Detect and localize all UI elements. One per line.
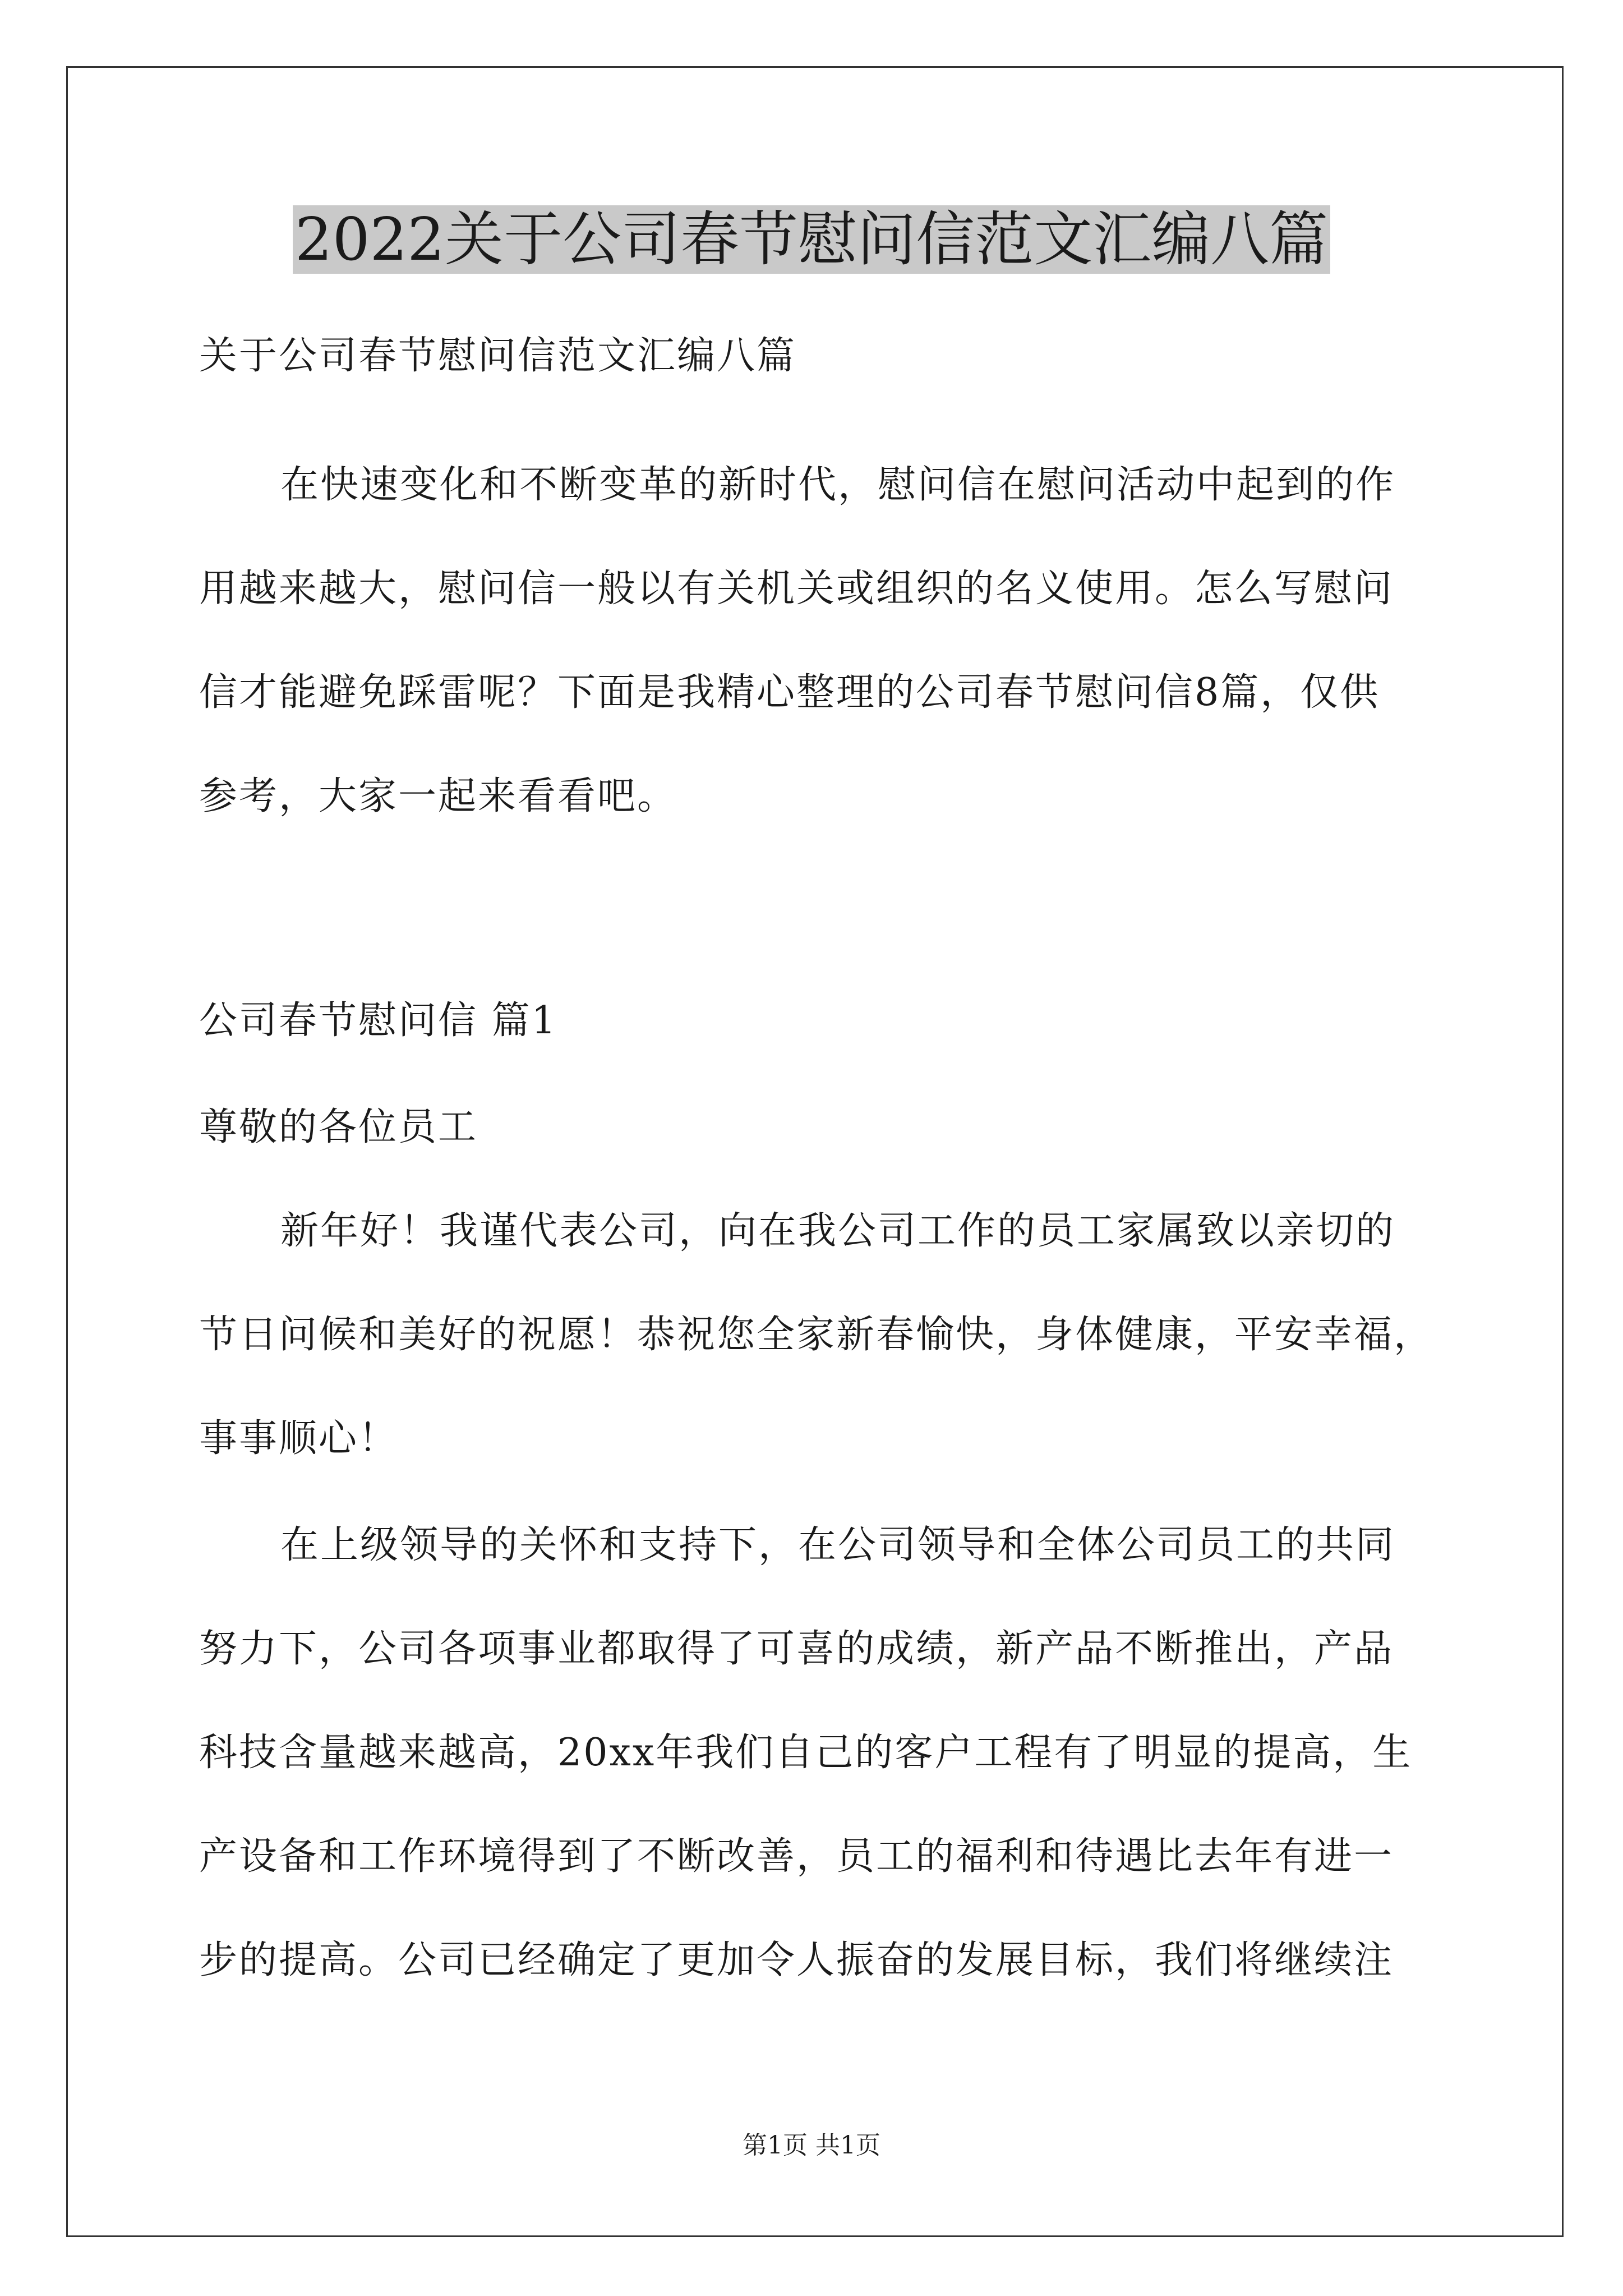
intro-paragraph-line: 信才能避免踩雷呢？下面是我精心整理的公司春节慰问信8篇，仅供 [199, 670, 1380, 715]
intro-paragraph-line: 在快速变化和不断变革的新时代，慰问信在慰问活动中起到的作 [280, 463, 1396, 507]
body-paragraph-line: 步的提高。公司已经确定了更加令人振奋的发展目标，我们将继续注 [199, 1938, 1394, 1982]
salutation: 尊敬的各位员工 [199, 1105, 478, 1149]
body-paragraph-line: 产设备和工作环境得到了不断改善，员工的福利和待遇比去年有进一 [199, 1834, 1394, 1879]
intro-paragraph-line: 参考，大家一起来看看吧。 [199, 774, 677, 818]
page-number-footer: 第1页 共1页 [743, 2131, 880, 2160]
body-paragraph-line: 在上级领导的关怀和支持下，在公司领导和全体公司员工的共同 [280, 1523, 1396, 1567]
section-heading: 公司春节慰问信 篇1 [199, 999, 557, 1043]
document-title-text: 2022关于公司春节慰问信范文汇编八篇 [293, 205, 1330, 274]
document-title [0, 197, 1623, 282]
subtitle-line: 关于公司春节慰问信范文汇编八篇 [199, 334, 797, 378]
body-paragraph-line: 新年好！我谨代表公司，向在我公司工作的员工家属致以亲切的 [280, 1209, 1396, 1253]
body-paragraph-line: 节日问候和美好的祝愿！恭祝您全家新春愉快，身体健康，平安幸福， [199, 1313, 1434, 1357]
intro-paragraph-line: 用越来越大，慰问信一般以有关机关或组织的名义使用。怎么写慰问 [199, 567, 1394, 611]
body-paragraph-line: 努力下，公司各项事业都取得了可喜的成绩，新产品不断推出，产品 [199, 1627, 1394, 1671]
body-paragraph-line: 科技含量越来越高，20xx年我们自己的客户工程有了明显的提高，生 [199, 1731, 1413, 1775]
body-paragraph-line: 事事顺心！ [199, 1416, 399, 1461]
